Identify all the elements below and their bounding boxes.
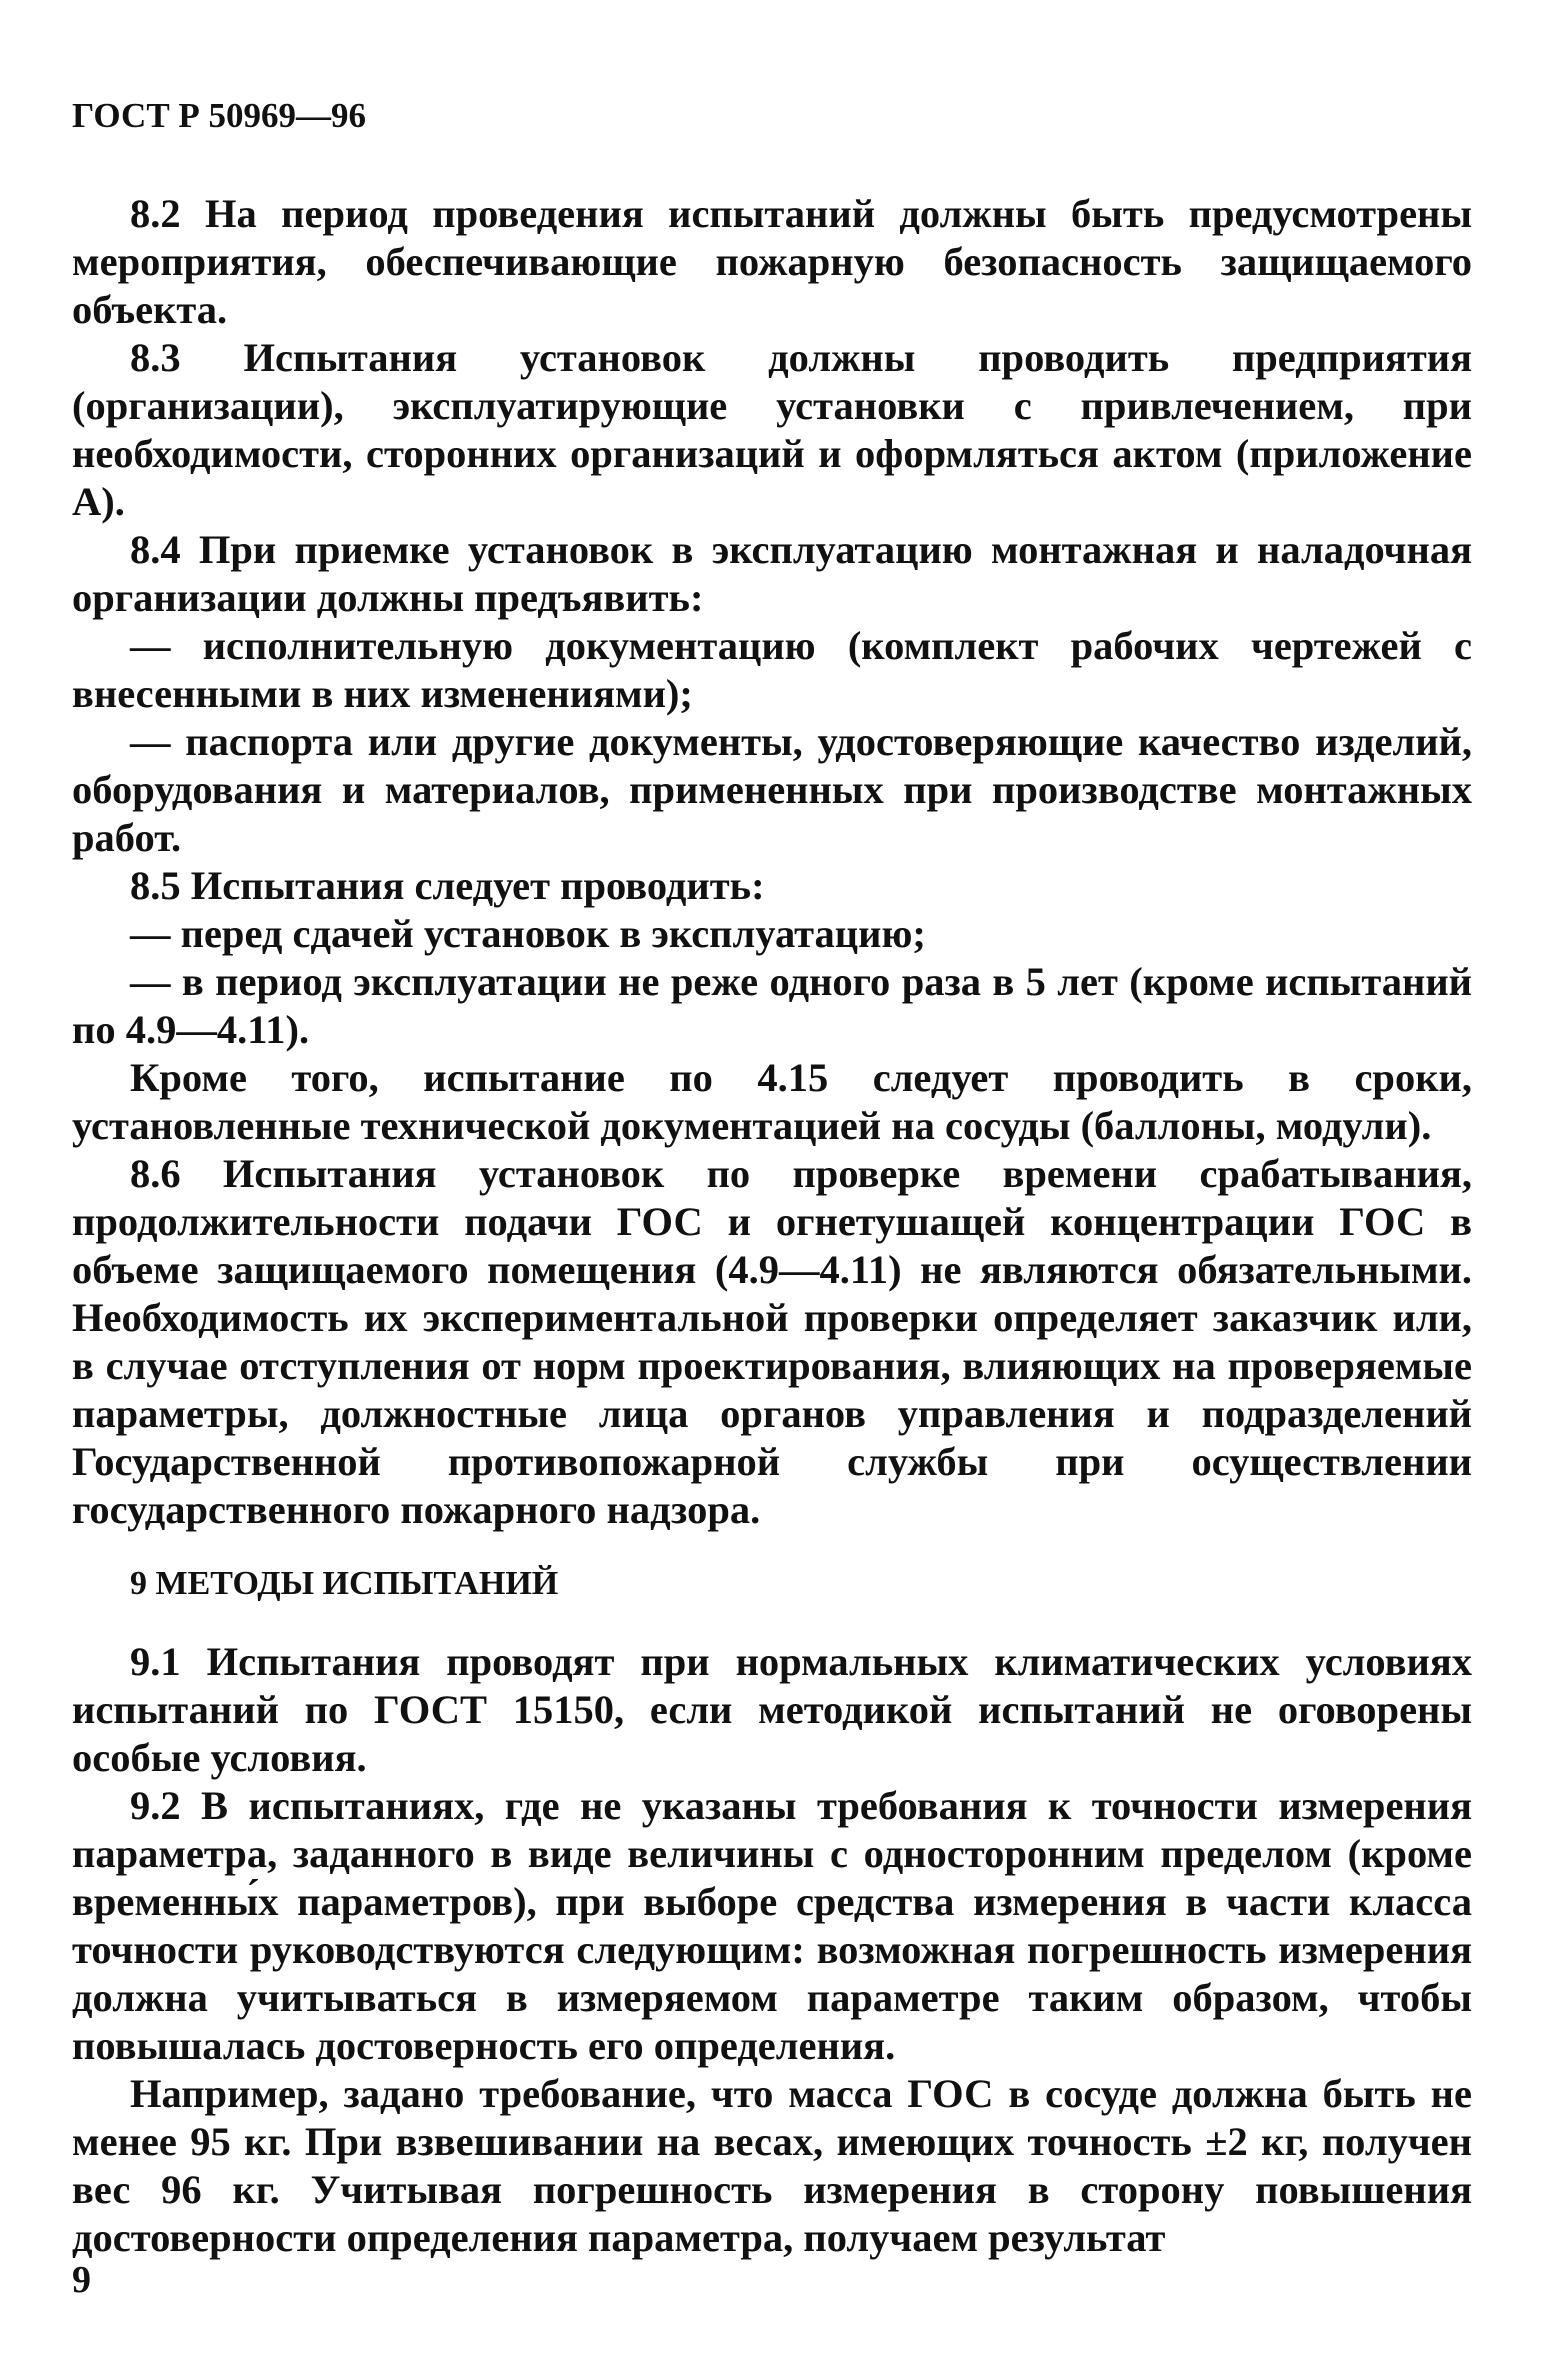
document-header: ГОСТ Р 50969—96 — [72, 96, 367, 135]
paragraph-9-1: 9.1 Испытания проводят при нормальных климатических условиях испытаний по ГОСТ 15150, если методикой испытаний не оговорены особые условия. — [72, 1639, 1472, 1780]
paragraph-8-2: 8.2 На период проведения испытаний должны быть предусмотрены мероприятия, обеспечивающие пожарную безопасность защищаемого объекта. — [72, 191, 1472, 332]
list-item-before-handover: — перед сдачей установок в эксплуатацию; — [130, 911, 926, 956]
paragraph-8-3: 8.3 Испытания установок должны проводить предприятия (организации), эксплуатирующие установки с привлечением, при необходимости, сторонних организаций и оформляться актом (приложение А). — [72, 335, 1472, 524]
list-item-passports: — паспорта или другие документы, удостоверяющие качество изделий, оборудования и материалов, примененных при производстве монтажных работ. — [72, 719, 1472, 860]
list-item-during-operation: — в период эксплуатации не реже одного раза в 5 лет (кроме испытаний по 4.9—4.11). — [72, 959, 1472, 1052]
paragraph-8-4: 8.4 При приемке установок в эксплуатацию монтажная и наладочная организации должны предъявить: — [72, 527, 1472, 620]
document-body — [72, 190, 1472, 2262]
list-item-documentation: — исполнительную документацию (комплект рабочих чертежей с внесенными в них изменениями); — [72, 623, 1472, 716]
paragraph-9-2: 9.2 В испытаниях, где не указаны требования к точности измерения параметра, заданного в виде величины с односторонним пределом (кроме временны́х параметров), при выборе средства измерения в части класса точности руководствуются следующим: возможная погрешность измерения должна учитываться в измеряемом параметре таким образом, чтобы повышалась достоверность его определения. — [72, 1783, 1472, 2068]
section-title: 9 МЕТОДЫ ИСПЫТАНИЙ — [130, 1565, 559, 1602]
page-number: 9 — [72, 2259, 91, 2301]
paragraph-8-6: 8.6 Испытания установок по проверке времени срабатывания, продолжительности подачи ГОС и огнетушащей концентрации ГОС в объеме защищаемого помещения (4.9—4.11) не являются обязательными. Необходимость их экспериментальной проверки определяет заказчик или, в случае отступления от норм проектирования, влияющих на проверяемые параметры, должностные лица органов управления и подразделений Государственной противопожарной службы при осуществлении государственного пожарного надзора. — [72, 1151, 1472, 1532]
paragraph-8-5: 8.5 Испытания следует проводить: — [130, 863, 765, 908]
paragraph-additional-test: Кроме того, испытание по 4.15 следует проводить в сроки, установленные технической документацией на сосуды (баллоны, модули). — [72, 1055, 1472, 1148]
paragraph-example: Например, задано требование, что масса ГОС в сосуде должна быть не менее 95 кг. При взвешивании на весах, имеющих точность ±2 кг, получен вес 96 кг. Учитывая погрешность измерения в сторону повышения достоверности определения параметра, получаем результат — [72, 2071, 1472, 2260]
